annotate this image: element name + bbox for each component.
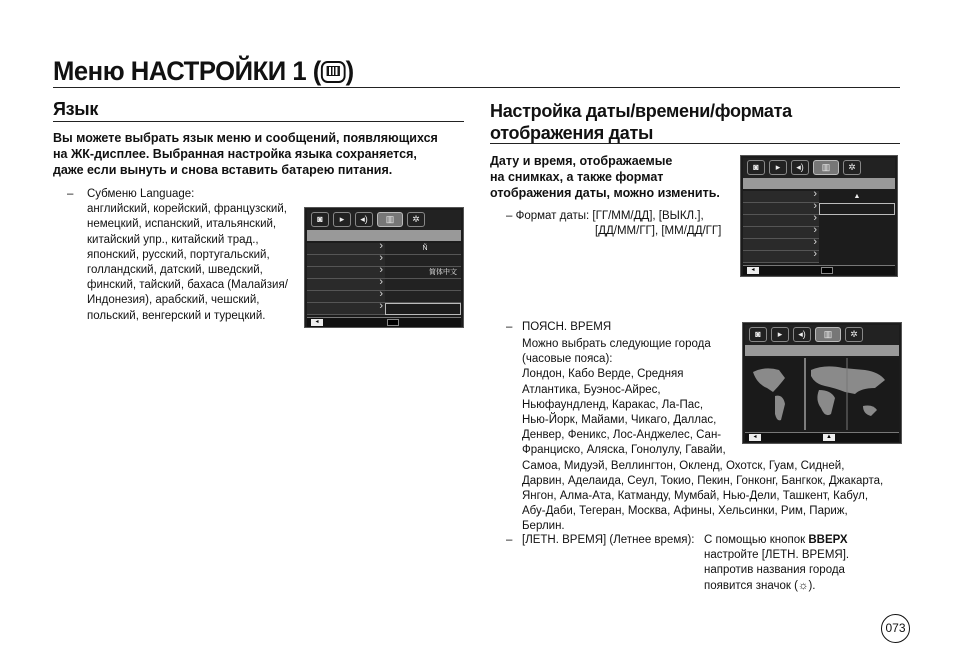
datetime-screen <box>740 155 898 277</box>
screen-menu-row <box>743 239 819 251</box>
sun-icon: ☼ <box>797 579 809 592</box>
screen-option: Ñ <box>385 243 461 255</box>
datetime-rule <box>490 143 900 144</box>
date-format-line2: [ДД/ММ/ГГ], [ММ/ДД/ГГ] <box>595 225 722 237</box>
screen-menu-row <box>743 227 819 239</box>
language-rule <box>53 121 464 122</box>
back-arrow-icon: ◂ <box>747 267 759 274</box>
screen-option <box>385 255 461 267</box>
screen-menu-row <box>307 291 385 303</box>
timezone-line: Абу-Даби, Тегеран, Москва, Афины, Хельсинки, Рим, Париж, <box>522 505 848 518</box>
world-map-graphic <box>745 358 899 430</box>
dst-end: ). <box>808 579 816 592</box>
datetime-intro <box>490 153 740 201</box>
language-heading: Язык <box>53 99 99 119</box>
timezone-line: Дарвин, Аделаида, Сеул, Токио, Пекин, Гонконг, Бангкок, Джакарта, <box>522 474 884 487</box>
language-screen <box>304 207 464 328</box>
timezone-title: ПОЯСН. ВРЕМЯ <box>522 321 612 333</box>
play-tab-icon: ▸ <box>333 212 351 227</box>
screen-option-selected <box>385 303 461 315</box>
datetime-heading-line: отображения даты <box>490 123 654 143</box>
list-line: Субменю Language: <box>87 188 195 200</box>
up-arrow-icon: ▲ <box>823 434 835 441</box>
list-line: Индонезия), арабский, чешский, <box>87 294 260 307</box>
timezone-line: Лондон, Кабо Верде, Средняя <box>522 368 684 381</box>
screen-option: 简体中文 <box>385 267 461 279</box>
dst-line: появится значок ( <box>704 579 798 592</box>
back-arrow-icon: ◂ <box>749 434 761 441</box>
play-tab-icon: ▸ <box>771 327 789 342</box>
timezone-line: Денвер, Феникс, Лос-Анджелес, Сан- <box>522 429 722 442</box>
screen-tab-bar <box>745 325 899 345</box>
timezone-line: Атлантика, Буэнос-Айрес, <box>522 383 661 396</box>
screen-option <box>385 291 461 303</box>
screen-title-bar <box>743 178 895 189</box>
title-rule <box>53 87 900 88</box>
camera-tab-icon: ◙ <box>749 327 767 342</box>
language-intro-line: Вы можете выбрать язык меню и сообщений, появляющихся <box>53 131 438 145</box>
datetime-heading-line: Настройка даты/времени/формата <box>490 101 792 121</box>
screen-option-selected <box>819 203 895 215</box>
timezone-line: Самоа, Мидуэй, Веллингтон, Окленд, Охотск, Гуам, Сидней, <box>522 459 845 472</box>
screen-tab-bar <box>307 210 461 230</box>
dst-line: настройте [ЛЕТН. ВРЕМЯ]. <box>704 549 850 562</box>
dst-line: напротив названия города <box>704 564 845 577</box>
screen-menu-row <box>307 267 385 279</box>
screen-menu-row <box>743 215 819 227</box>
page-title <box>53 56 354 87</box>
screen-footer <box>745 432 899 442</box>
timezone-line: Можно выбрать следующие города <box>522 338 711 350</box>
screen-footer <box>307 317 461 327</box>
camera-tab-icon: ◙ <box>311 212 329 227</box>
screen-menu-row <box>743 191 819 203</box>
list-line: китайский упр., китайский трад., <box>87 233 259 246</box>
language-list <box>87 187 302 324</box>
datetime-intro-line: на снимках, а также формат <box>490 170 664 184</box>
setup-tab-icon: ▥ <box>813 160 839 175</box>
sound-tab-icon: ◂) <box>793 327 811 342</box>
screen-menu-row <box>743 251 819 263</box>
timezone-line: Янгон, Алма-Ата, Катманду, Мумбай, Нью-Дели, Ташкент, Кабул, <box>522 490 869 503</box>
back-arrow-icon: ◂ <box>311 319 323 326</box>
setup-tab-icon: ▥ <box>377 212 403 227</box>
screen-menu-row <box>743 203 819 215</box>
screen-blank <box>819 215 895 263</box>
sound-tab-icon: ◂) <box>355 212 373 227</box>
dst-text-pre: С помощью кнопок <box>704 534 809 546</box>
list-line: финский, тайский, бахаса (Малайзия/ <box>87 279 288 292</box>
page-title-text: Меню НАСТРОЙКИ 1 ( <box>53 56 321 86</box>
screen-menu-row <box>307 279 385 291</box>
ok-button-icon <box>821 267 833 274</box>
screen-option <box>385 279 461 291</box>
timezone-line: Ньюфаундленд, Каракас, Ла-Пас, <box>522 398 704 411</box>
screen-title-bar <box>745 345 899 356</box>
dst-line-first <box>704 533 904 548</box>
timezone-line: Берлин. <box>522 520 565 533</box>
screen-menu-row <box>307 243 385 255</box>
play-tab-icon: ▸ <box>769 160 787 175</box>
language-intro-line: на ЖК-дисплее. Выбранная настройка языка сохраняется, <box>53 147 417 161</box>
setup-menu-icon <box>321 61 346 83</box>
gear-tab-icon: ✲ <box>843 160 861 175</box>
screen-menu-row <box>307 255 385 267</box>
list-line: немецкий, испанский, итальянский, <box>87 218 277 231</box>
list-line: польский, венгерский и турецкий. <box>87 309 266 322</box>
timezone-screen <box>742 322 902 444</box>
setup-tab-icon: ▥ <box>815 327 841 342</box>
list-line: английский, корейский, французский, <box>87 203 287 216</box>
list-line: голландский, датский, шведский, <box>87 264 263 277</box>
datetime-intro-line: Дату и время, отображаемые <box>490 154 673 168</box>
page-number: 073 <box>881 614 910 643</box>
camera-tab-icon: ◙ <box>747 160 765 175</box>
sound-tab-icon: ◂) <box>791 160 809 175</box>
screen-title-bar <box>307 230 461 241</box>
ok-button-icon <box>387 319 399 326</box>
date-format-label: – Формат даты: [ГГ/ММ/ДД], [ВЫКЛ.], <box>506 210 704 222</box>
timezone-line: (часовые пояса): <box>522 353 613 366</box>
list-line: японский, русский, португальский, <box>87 248 270 261</box>
gear-tab-icon: ✲ <box>407 212 425 227</box>
up-arrow-icon: ▲ <box>853 193 861 200</box>
language-intro <box>53 130 473 178</box>
timezone-line: Нью-Йорк, Майами, Чикаго, Даллас, <box>522 414 717 427</box>
dst-line-last <box>704 579 904 594</box>
dst-dash: – <box>506 534 513 546</box>
datetime-intro-line: отображения даты, можно изменить. <box>490 186 720 200</box>
timezone-line: Франциско, Аляска, Гонолулу, Гавайи, <box>522 444 726 457</box>
dst-text-bold: ВВЕРХ <box>808 534 848 546</box>
language-dash: – <box>67 188 74 200</box>
screen-footer <box>743 265 895 275</box>
gear-tab-icon: ✲ <box>845 327 863 342</box>
language-intro-line: даже если вынуть и снова вставить батарею питания. <box>53 163 393 177</box>
page-title-end: ) <box>345 56 354 86</box>
timezone-dash: – <box>506 321 513 333</box>
dst-text <box>704 533 904 594</box>
datetime-heading <box>490 100 900 144</box>
dst-label: [ЛЕТН. ВРЕМЯ] (Летнее время): <box>522 534 695 546</box>
world-map <box>745 358 899 430</box>
screen-menu-row <box>307 303 385 315</box>
screen-tab-bar <box>743 158 895 178</box>
